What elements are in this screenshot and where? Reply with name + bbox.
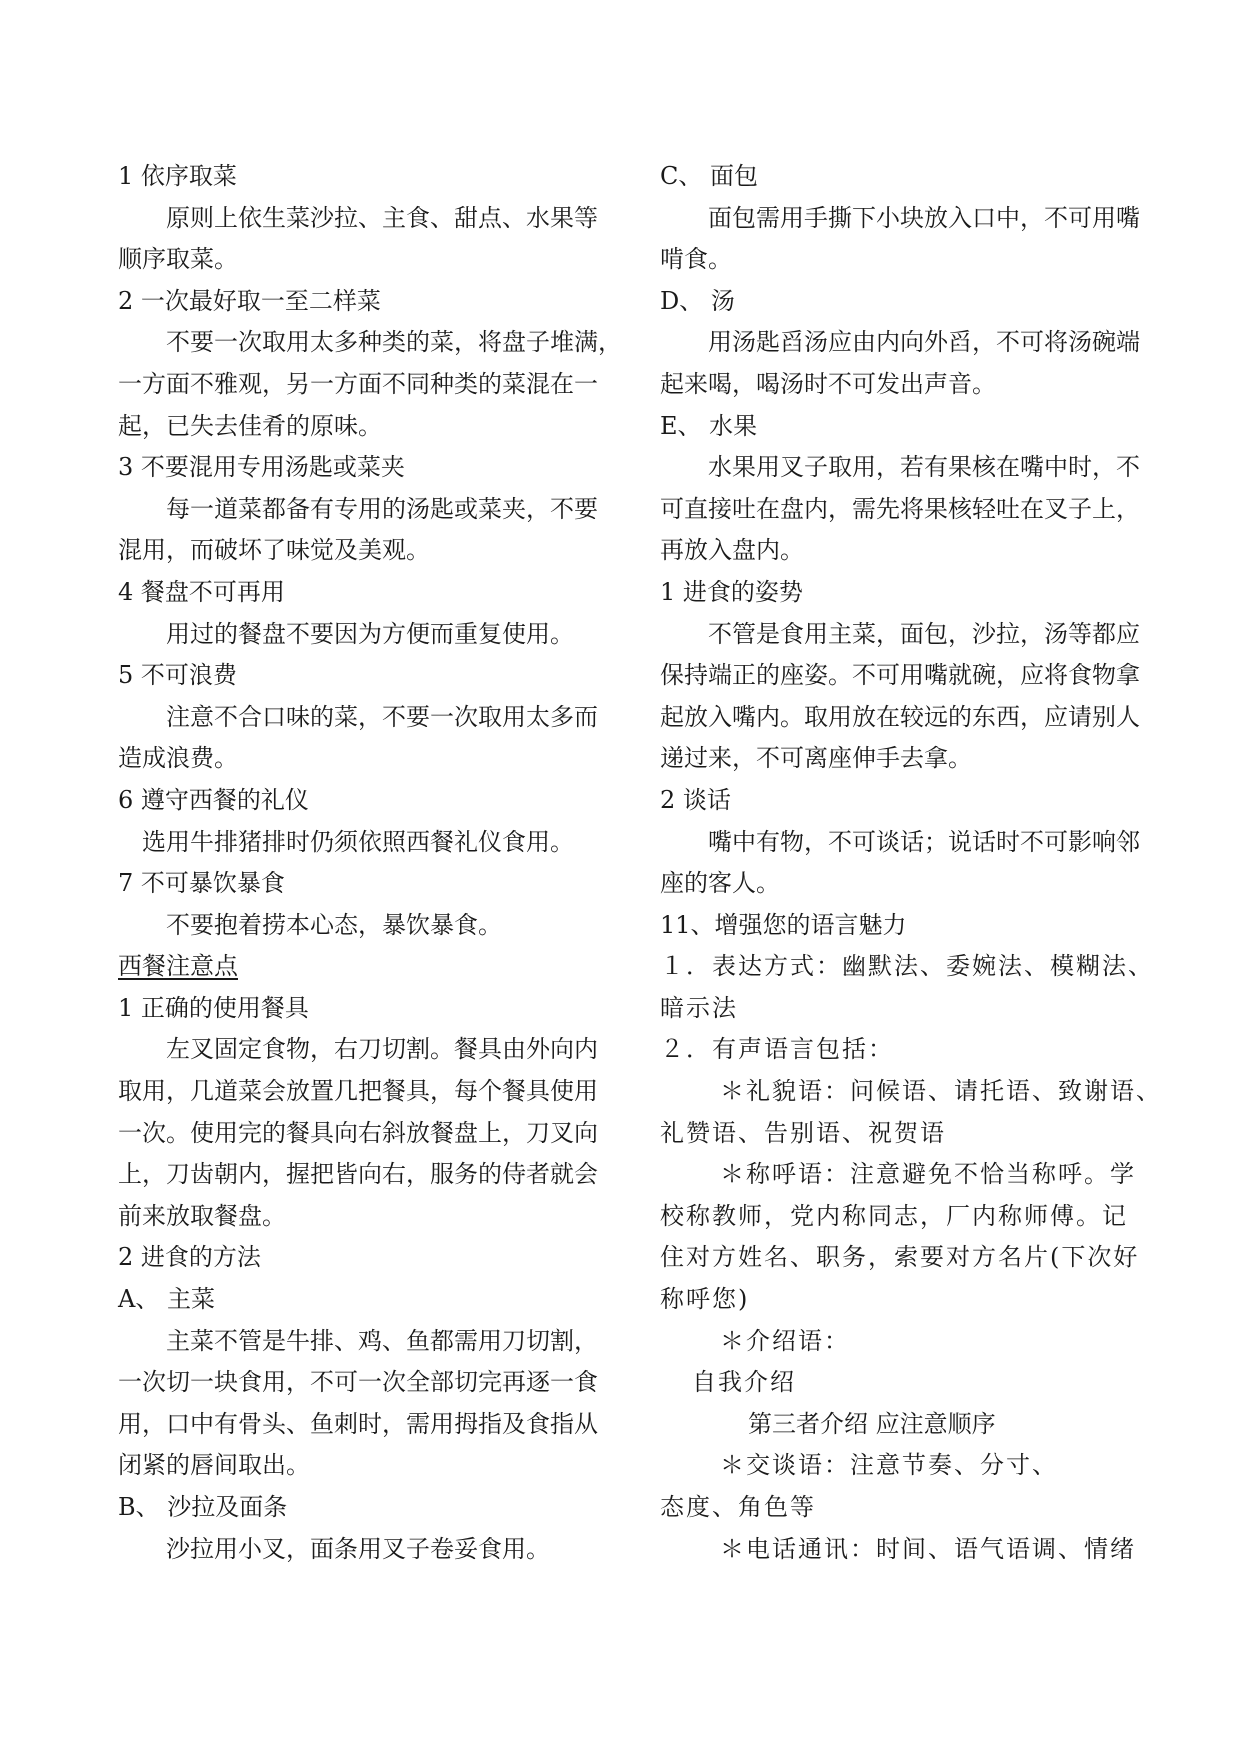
text-line: 递过来，不可离座伸手去拿。: [660, 744, 972, 773]
text-line: 主菜不管是牛排、鸡、鱼都需用刀切割，: [166, 1326, 598, 1355]
text-line: 选用牛排猪排时仍须依照西餐礼仪食用。: [142, 827, 574, 856]
text-line: ＊交谈语：注意节奏、分寸、: [720, 1451, 1058, 1480]
text-line: 校称教师，党内称同志，厂内称师傅。记: [660, 1201, 1128, 1230]
text-line: 造成浪费。: [118, 744, 238, 773]
text-line: 啃食。: [660, 245, 732, 274]
text-line: ＊介绍语：: [720, 1326, 850, 1355]
text-line: ＊电话通讯：时间、语气语调、情绪: [720, 1534, 1136, 1563]
text-line: 用过的餐盘不要因为方便而重复使用。: [166, 619, 574, 648]
text-line: 不管是食用主菜，面包，沙拉，汤等都应: [708, 619, 1140, 648]
text-line: 起放入嘴内。取用放在较远的东西，应请别人: [660, 702, 1140, 731]
text-line: 态度、角色等: [660, 1493, 816, 1521]
text-line: 住对方姓名、职务，索要对方名片(下次好: [660, 1243, 1140, 1272]
text-line: E、 水果: [660, 411, 758, 440]
text-line: 闭紧的唇间取出。: [118, 1451, 310, 1480]
text-line: 1 进食的姿势: [660, 577, 803, 606]
text-line: 3 不要混用专用汤匙或菜夹: [118, 453, 405, 482]
text-line: C、 面包: [660, 162, 758, 190]
text-line: 不要抱着捞本心态，暴饮暴食。: [166, 910, 502, 939]
text-line: 一次切一块食用，不可一次全部切完再逐一食: [118, 1368, 598, 1397]
text-line: 2 进食的方法: [118, 1243, 261, 1272]
text-line: 一次。使用完的餐具向右斜放餐盘上，刀叉向: [118, 1118, 598, 1147]
text-line: 注意不合口味的菜，不要一次取用太多而: [166, 702, 598, 731]
text-line: 称呼您): [660, 1285, 750, 1314]
text-line: ２．有声语言包括：: [660, 1035, 894, 1064]
text-line: 1 正确的使用餐具: [118, 993, 309, 1022]
text-line: 第三者介绍 应注意顺序: [748, 1409, 996, 1438]
text-line: 西餐注意点: [118, 952, 238, 981]
text-line: 座的客人。: [660, 869, 780, 898]
text-line: 用汤匙舀汤应由内向外舀，不可将汤碗端: [708, 328, 1140, 357]
text-line: ＊称呼语：注意避免不恰当称呼。学: [720, 1160, 1136, 1189]
text-line: 自我介绍: [692, 1368, 796, 1397]
text-line: 上，刀齿朝内，握把皆向右，服务的侍者就会: [118, 1160, 598, 1189]
text-line: 2 谈话: [660, 785, 731, 814]
text-line: 水果用叉子取用，若有果核在嘴中时，不: [708, 453, 1140, 482]
text-line: 混用，而破坏了味觉及美观。: [118, 536, 430, 565]
text-line: 再放入盘内。: [660, 536, 804, 565]
text-line: 暗示法: [660, 993, 738, 1022]
text-line: 左叉固定食物，右刀切割。餐具由外向内: [166, 1035, 598, 1064]
text-line: 可直接吐在盘内，需先将果核轻吐在叉子上，: [660, 494, 1140, 523]
text-line: 起来喝，喝汤时不可发出声音。: [660, 369, 996, 398]
text-line: A、 主菜: [118, 1285, 215, 1314]
text-line: 取用，几道菜会放置几把餐具，每个餐具使用: [118, 1077, 598, 1106]
text-line: 面包需用手撕下小块放入口中，不可用嘴: [708, 203, 1140, 232]
text-line: 保持端正的座姿。不可用嘴就碗，应将食物拿: [660, 661, 1140, 690]
text-line: D、 汤: [660, 286, 735, 315]
text-line: ＊礼貌语：问候语、请托语、致谢语、: [720, 1077, 1162, 1106]
text-line: 一方面不雅观，另一方面不同种类的菜混在一: [118, 369, 598, 398]
text-line: 每一道菜都备有专用的汤匙或菜夹，不要: [166, 494, 598, 523]
text-line: 前来放取餐盘。: [118, 1201, 286, 1230]
text-line: 礼赞语、告别语、祝贺语: [660, 1118, 946, 1147]
text-line: 2 一次最好取一至二样菜: [118, 286, 381, 315]
text-line: 11、增强您的语言魅力: [660, 910, 907, 939]
text-line: 顺序取菜。: [118, 245, 238, 274]
text-line: 嘴中有物，不可谈话；说话时不可影响邻: [708, 827, 1140, 856]
text-line: 用，口中有骨头、鱼刺时，需用拇指及食指从: [118, 1409, 598, 1438]
left-column: [118, 156, 622, 1570]
right-column: [660, 156, 1160, 1570]
text-line: 4 餐盘不可再用: [118, 577, 285, 606]
text-line: 原则上依生菜沙拉、主食、甜点、水果等: [166, 203, 598, 232]
text-line: 不要一次取用太多种类的菜，将盘子堆满，: [166, 328, 622, 357]
text-line: 6 遵守西餐的礼仪: [118, 785, 309, 814]
text-line: １．表达方式：幽默法、委婉法、模糊法、: [660, 952, 1154, 981]
text-line: 起，已失去佳肴的原味。: [118, 411, 382, 440]
text-line: 沙拉用小叉，面条用叉子卷妥食用。: [166, 1534, 550, 1563]
text-line: 7 不可暴饮暴食: [118, 869, 285, 898]
text-line: 1 依序取菜: [118, 162, 237, 190]
text-line: B、 沙拉及面条: [118, 1493, 288, 1521]
text-line: 5 不可浪费: [118, 661, 237, 690]
